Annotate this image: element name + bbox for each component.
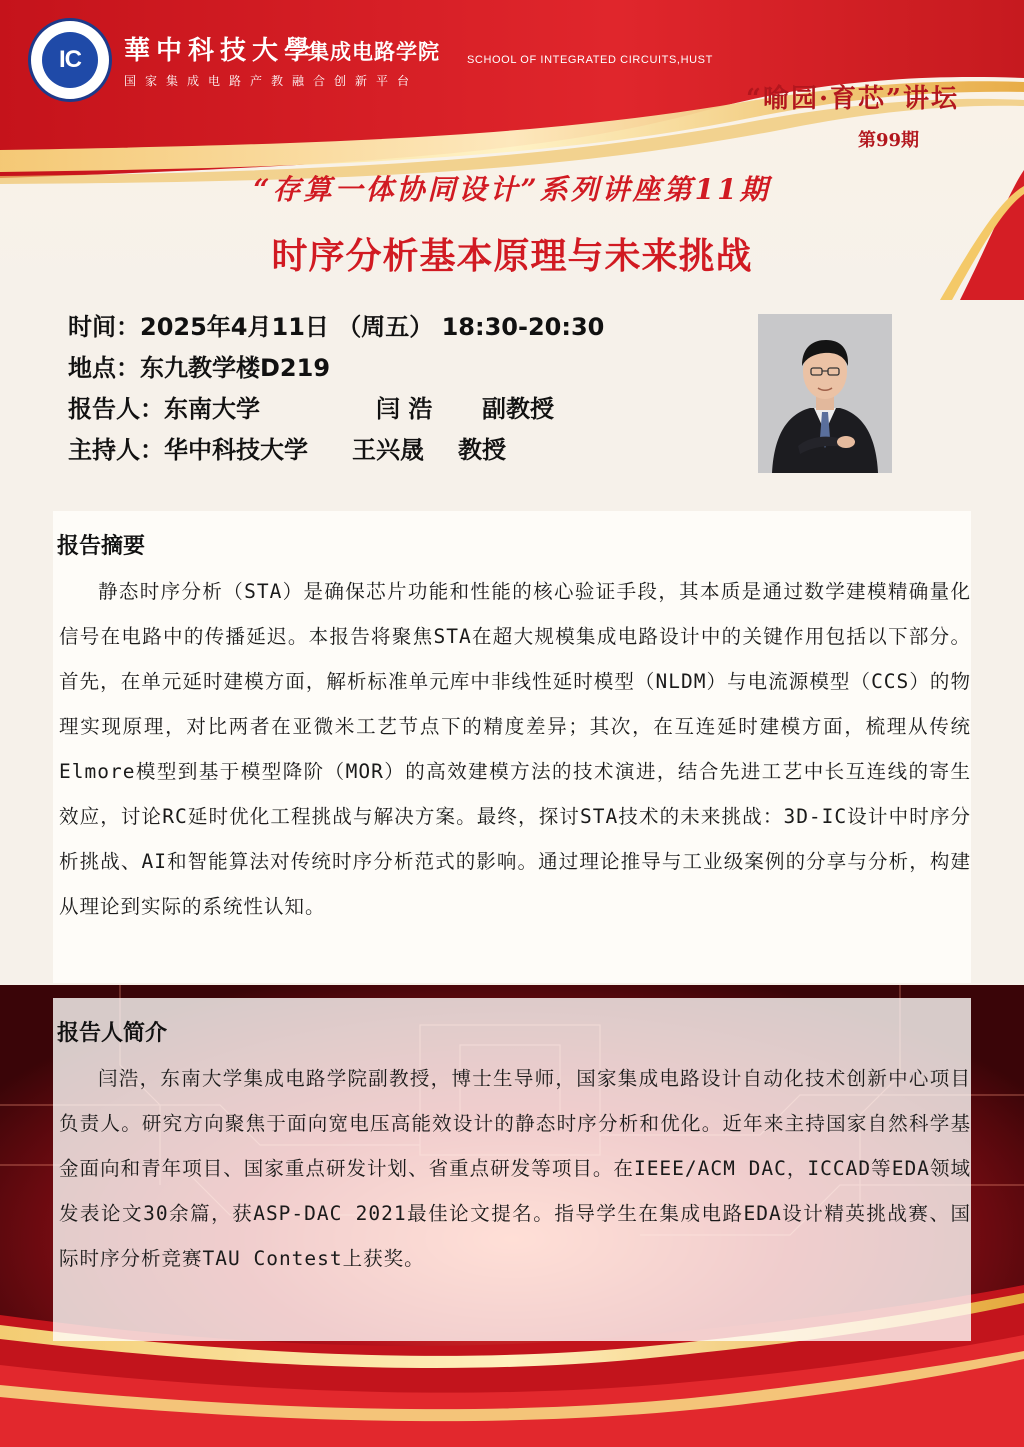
bio-heading: 报告人简介 xyxy=(57,1021,168,1046)
speaker-org: 东南大学 xyxy=(164,395,260,423)
speaker-label: 报告人： xyxy=(68,395,164,423)
speaker-name: 闫 浩 xyxy=(376,395,433,423)
school-name-en: SCHOOL OF INTEGRATED CIRCUITS,HUST xyxy=(467,54,713,66)
abstract-text: 静态时序分析（STA）是确保芯片功能和性能的核心验证手段，其本质是通过数学建模精确量化信号在电路中的传播延迟。本报告将聚焦STA在超大规模集成电路设计中的关键作用包括以下部分。首先，在单元延时建模方面，解析标准单元库中非线性延时模型（NLDM）与电流源模型（CCS）的物理实现原理，对比两者在亚微米工艺节点下的精度差异；其次，在互连延时建模方面，梳理从传统Elmore模型到基于模型降阶（MOR）的高效建模方法的技术演进，结合先进工艺中长互连线的寄生效应，讨论RC延时优化工程挑战与解决方案。最终，探讨STA技术的未来挑战：3D-IC设计中时序分析挑战、AI和智能算法对传统时序分析范式的影响。通过理论推导与工业级案例的分享与分析，构建从理论到实际的系统性认知。 xyxy=(59,580,971,918)
speaker-row xyxy=(68,394,604,435)
platform-name: 国家集成电路产教融合创新平台 xyxy=(124,74,419,88)
forum-issue: 第99期 xyxy=(858,130,920,151)
time-row xyxy=(68,312,604,353)
logo-ic-mark: IC xyxy=(59,46,81,73)
abstract-heading: 报告摘要 xyxy=(57,534,146,559)
bio-text: 闫浩，东南大学集成电路学院副教授，博士生导师，国家集成电路设计自动化技术创新中心项目负责人。研究方向聚焦于面向宽电压高能效设计的静态时序分析和优化。近年来主持国家自然科学基金面向和青年项目、国家重点研发计划、省重点研发等项目。在IEEE/ACM DAC，ICCAD等EDA领域发表论文30余篇，获ASP-DAC 2021最佳论文提名。指导学生在集成电路EDA设计精英挑战赛、国际时序分析竞赛TAU Contest上获奖。 xyxy=(59,1067,971,1270)
school-name-cn: 華中科技大學 xyxy=(124,36,317,66)
place-label: 地点： xyxy=(68,354,140,382)
time-label: 时间： xyxy=(68,313,140,341)
school-logo xyxy=(28,18,112,102)
host-name: 王兴晟 xyxy=(352,436,424,464)
bio-section xyxy=(53,998,971,1341)
college-name: 集成电路学院 xyxy=(308,40,440,64)
host-row xyxy=(68,435,604,476)
speaker-portrait-icon xyxy=(758,314,892,473)
speaker-photo xyxy=(758,314,892,473)
time-value: 2025年4月11日 （周五） 18:30-20:30 xyxy=(140,313,605,341)
host-title: 教授 xyxy=(458,436,506,464)
event-info xyxy=(68,312,604,476)
place-value: 东九教学楼D219 xyxy=(140,354,331,382)
series-title: “存算一体协同设计”系列讲座第11期 xyxy=(253,173,771,206)
place-row xyxy=(68,353,604,394)
lecture-title: 时序分析基本原理与未来挑战 xyxy=(271,236,753,277)
host-label: 主持人： xyxy=(68,436,164,464)
speaker-title: 副教授 xyxy=(482,395,554,423)
logo-emblem xyxy=(42,32,98,88)
host-org: 华中科技大学 xyxy=(164,436,308,464)
forum-title: “喻园·育芯”讲坛 xyxy=(746,84,959,114)
abstract-section xyxy=(53,511,971,983)
